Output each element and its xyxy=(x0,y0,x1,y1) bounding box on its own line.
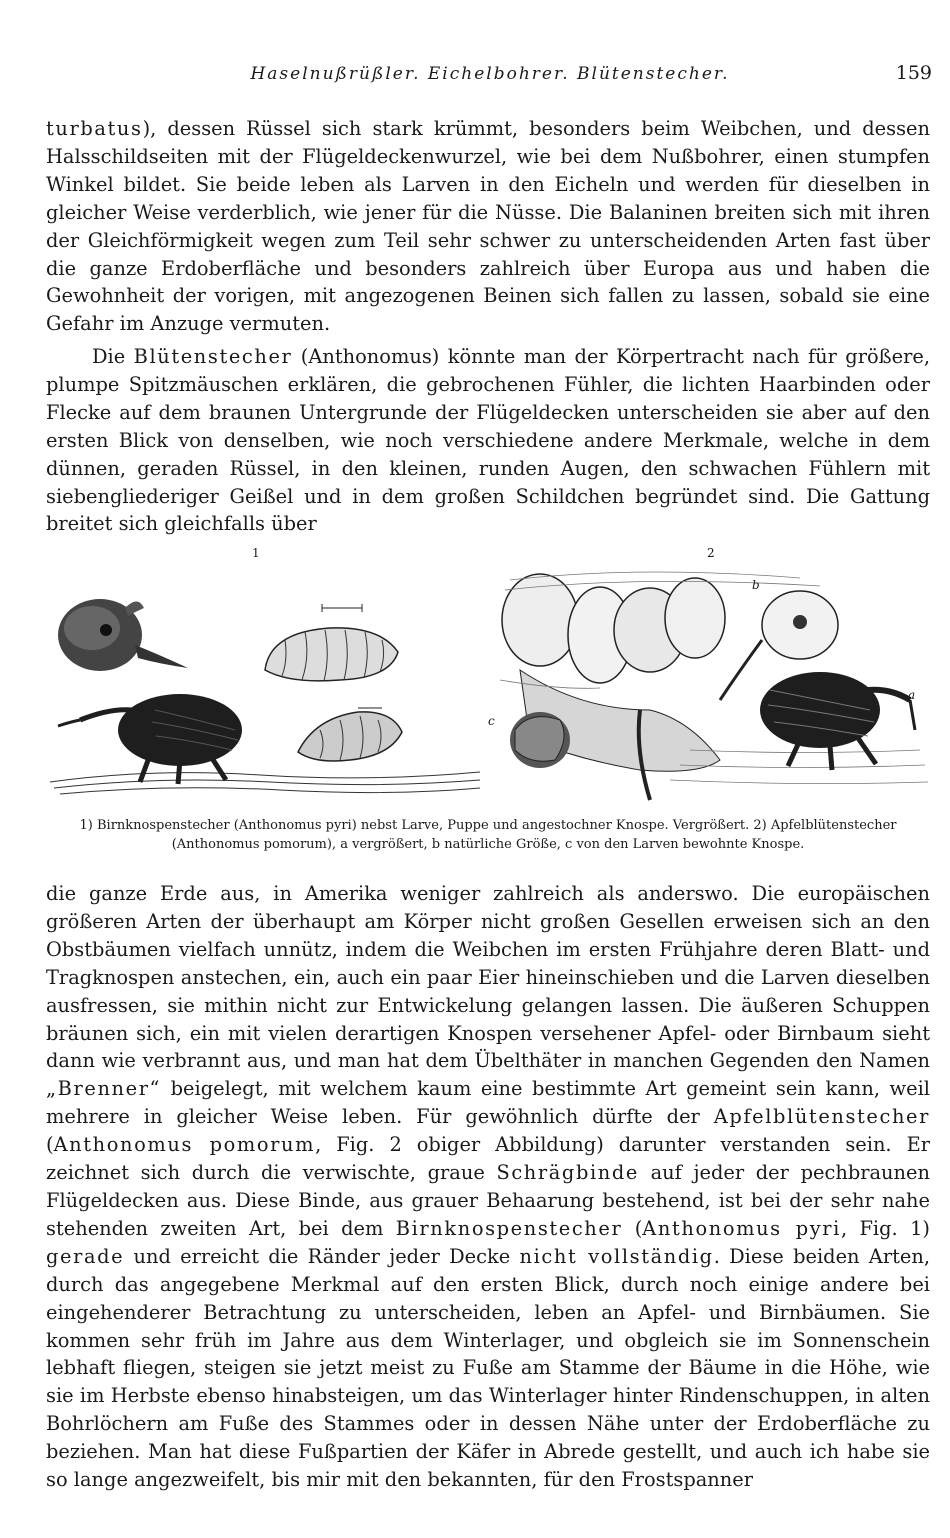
infested-bud-drawing xyxy=(510,712,570,768)
paragraph-1 xyxy=(46,115,930,338)
text-run: (Anthonomus) könnte man der Körpertracht nach für größere, plumpe Spitzmäuschen erklären, die gebrochenen Fühler, die lichten Haarbinden oder Flecke auf dem braunen Untergrunde der Flügeldecken unterscheiden sie aber auf den ersten Blick von denselben, wie noch verschiedene andere Merkmale, welche in dem dünnen, geraden Rüssel, in den kleinen, runden Augen, den schwachen Fühlern mit siebengliederiger Geißel und in dem großen Schildchen begründet sind. Die Gattung breitet sich gleichfalls über xyxy=(46,345,930,536)
text-run: . Diese beiden Arten, durch das angegebene Merkmal auf den ersten Blick, durch noch einige andere bei eingehenderer Betrachtung zu unterscheiden, leben an Apfel- und Birnbäumen. Sie kommen sehr früh im Jahre aus dem Winterlager, und obgleich sie im Sonnenschein lebhaft fliegen, steigen sie jetzt meist zu Fuße am Stamme der Bäume in die Höhe, wie sie im Herbste ebenso hinabsteigen, um das Winterlager hinter Rindenschuppen, in alten Bohrlöchern am Fuße des Stammes oder in dessen Nähe unter der Erdoberfläche zu beziehen. Man hat diese Fußpartien der Käfer in Abrede gestellt, und auch ich habe sie so lange angezweifelt, bis mir mit den bekannten, für den Frostspanner xyxy=(46,1244,931,1492)
latin-term: turbatus xyxy=(46,117,143,140)
text-run: Die xyxy=(92,345,134,368)
illustration xyxy=(40,540,935,805)
emphasized-term: Apfelblütenstecher xyxy=(713,1105,930,1129)
emphasized-term: „Brenner“ xyxy=(46,1077,162,1101)
figure-label-a: a xyxy=(908,688,916,702)
figure-1-number: 1 xyxy=(252,546,260,560)
running-header xyxy=(0,64,950,92)
text-run: die ganze Erde aus, in Amerika weniger zahlreich als anderswo. Die europäischen größeren Arten der überhaupt am Körper nicht großen Gesellen erweisen sich an den Obstbäumen vielfach unnütz, indem die Weibchen im ersten Frühjahre deren Blatt- und Tragknospen anstechen, ein, auch ein paar Eier hineinschieben und die Larven dieselben ausfressen, sie mithin nicht zur Entwickelung gelangen lassen. Die äußeren Schuppen bräunen sich, ein mit vielen derartigen Knospen versehener Apfel- oder Birnbaum sieht dann wie verbrannt aus, und man hat dem Übelthäter in manchen Gegenden den Namen xyxy=(46,882,930,1073)
beetle-engraving xyxy=(40,560,935,805)
emphasized-term: Birnknospenstecher xyxy=(395,1216,623,1240)
paragraph-3 xyxy=(46,880,930,1494)
bud-drawing xyxy=(58,599,188,671)
text-run: auf jeder der pechbraunen Flügeldecken aus. Diese Binde, aus grauer Behaarung bestehend, ist bei der sehr nahe stehenden zweiten Art, bei dem xyxy=(46,1161,930,1240)
emphasized-term: Blütenstecher xyxy=(133,345,293,368)
page-number: 159 xyxy=(895,62,932,84)
pear-beetle-drawing xyxy=(58,694,242,784)
text-run: beigelegt, mit welchem kaum eine bestimmte Art gemeint sein kann, weil mehrere in gleicher Weise leben. Für gewöhnlich dürfte der xyxy=(46,1077,930,1129)
emphasized-term: Schrägbinde xyxy=(496,1161,639,1185)
apple-beetle-drawing xyxy=(760,672,915,770)
larva-drawing xyxy=(265,604,398,681)
latin-term: Anthonomus pyri xyxy=(642,1216,841,1240)
running-title: Haselnußrüßler. Eichelbohrer. Blütenstecher. xyxy=(250,64,730,84)
text-run: und erreicht die Ränder jeder Decke xyxy=(124,1244,520,1268)
figure-label-b: b xyxy=(752,578,760,592)
pupa-drawing xyxy=(298,708,402,761)
paragraph-2 xyxy=(46,343,930,538)
emphasized-term: nicht vollständig xyxy=(519,1244,714,1268)
emphasized-term: gerade xyxy=(46,1244,125,1268)
text-run: , Fig. 1) xyxy=(840,1216,930,1240)
latin-term: Anthonomus pomorum xyxy=(53,1133,316,1157)
figure-label-c: c xyxy=(488,714,495,728)
ground-hatching-1 xyxy=(50,772,480,794)
paragraph-text: ), dessen Rüssel sich stark krümmt, besonders beim Weibchen, und dessen Halsschildseiten mit der Flügeldeckenwurzel, wie bei dem Nußbohrer, einen stumpfen Winkel bildet. Sie beide leben als Larven in den Eicheln und werden für dieselben in gleicher Weise verderblich, wie jener für die Nüsse. Die Balaninen breiten sich mit ihren der Gleichförmigkeit wegen zum Teil sehr schwer zu unterscheidenden Arten fast über die ganze Erdoberfläche und besonders zahlreich über Europa aus und haben die Gewohnheit der vorigen, mit angezogenen Beinen sich fallen zu lassen, sobald sie eine Gefahr im Anzuge vermuten. xyxy=(46,117,930,336)
text-run: , Fig. 2 obiger Abbildung) darunter verstanden sein. Er zeichnet sich durch die verwischte, graue xyxy=(46,1133,930,1185)
figure-2-number: 2 xyxy=(707,546,715,560)
text-run: ( xyxy=(46,1133,54,1157)
text-run: ( xyxy=(622,1216,643,1240)
figure-caption: 1) Birnknospenstecher (Anthonomus pyri) nebst Larve, Puppe und angestochner Knospe. Vergrößert. 2) Apfelblütenstecher (Anthonomus pomorum), a vergrößert, b natürliche Größe, c von den Larven bewohnte Knospe. xyxy=(79,818,897,852)
